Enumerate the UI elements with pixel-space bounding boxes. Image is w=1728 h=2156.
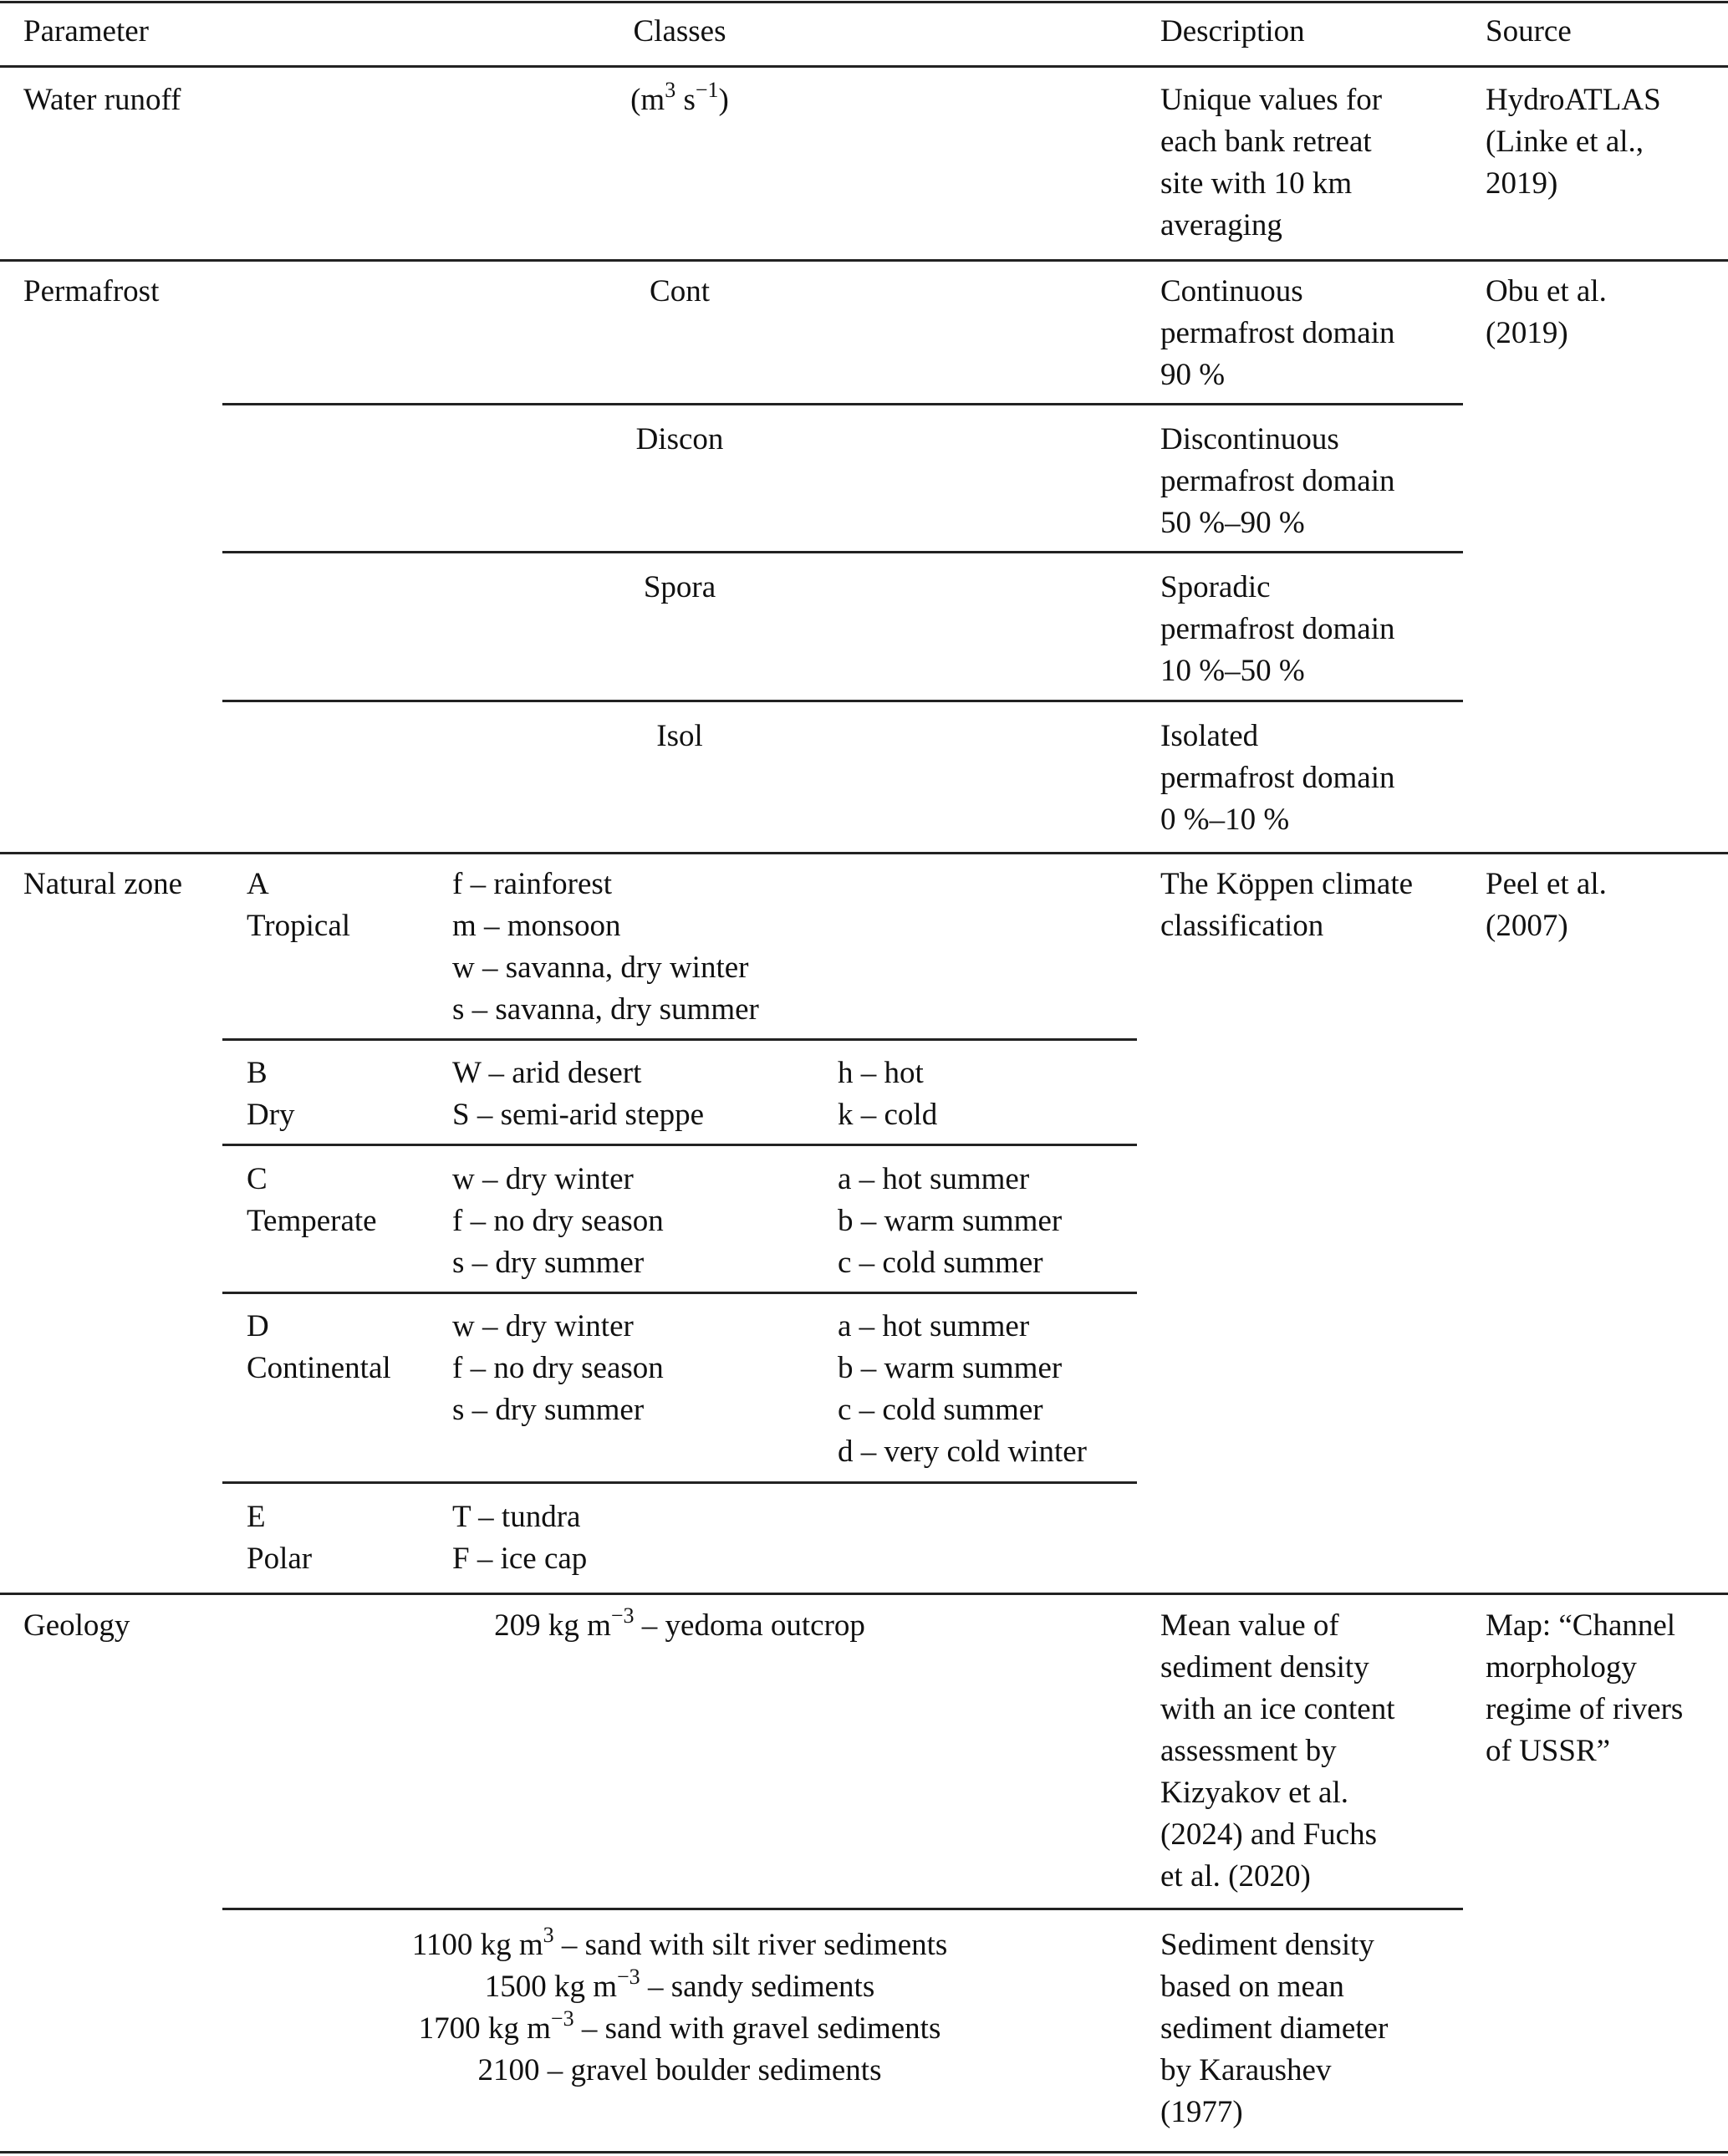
subrule-permafrost-3 [222, 700, 1463, 702]
permafrost-desc-discon: Discontinuous permafrost domain 50 %–90 % [1160, 422, 1395, 540]
permafrost-desc-spora: Sporadic permafrost domain 10 %–50 % [1160, 570, 1395, 688]
geology-yedoma-class: 209 kg $m^{-3}$ – yedoma outcrop [494, 1603, 865, 1643]
permafrost-class-spora: Spora [643, 570, 716, 604]
param-natural-zone: Natural zone [23, 867, 183, 901]
geology-source: Map: “Channel morphology regime of rivers of USSR” [1486, 1608, 1684, 1768]
zone-c-temp: a – hot summer b – warm summer c – cold summer [838, 1162, 1063, 1280]
header-source: Source [1486, 14, 1572, 48]
permafrost-class-isol: Isol [656, 719, 703, 753]
geology-sediment-description: Sediment density based on mean sediment diameter by Karaushev (1977) [1160, 1928, 1389, 2129]
header-description: Description [1160, 14, 1305, 48]
permafrost-desc-isol: Isolated permafrost domain 0 %–10 % [1160, 719, 1395, 837]
param-permafrost: Permafrost [23, 274, 160, 308]
top-rule [0, 1, 1728, 3]
sediment-class-item: 1700 kg $m^{-3}$ – sand with gravel sediments [418, 2006, 941, 2046]
runoff-unit: ($m^3$ $s^{-1}$) [630, 77, 729, 117]
zone-b-temp: h – hot k – cold [838, 1056, 938, 1132]
runoff-source: HydroATLAS (Linke et al., 2019) [1486, 83, 1661, 201]
param-water-runoff: Water runoff [23, 83, 181, 117]
zone-source: Peel et al. (2007) [1486, 867, 1607, 943]
subrule-zone-4 [222, 1481, 1137, 1484]
bottom-rule [0, 2151, 1728, 2153]
zone-group-d: D Continental [247, 1309, 391, 1385]
zone-a-precip: f – rainforest m – monsoon w – savanna, dry winter s – savanna, dry summer [452, 867, 759, 1027]
sediment-class-item: 1500 kg $m^{-3}$ – sandy sediments [484, 1964, 875, 2004]
permafrost-class-cont: Cont [650, 274, 710, 308]
zone-group-c: C Temperate [247, 1162, 377, 1238]
sediment-class-item: 2100 – gravel boulder sediments [477, 2053, 882, 2087]
zone-group-b: B Dry [247, 1056, 295, 1132]
permafrost-source: Obu et al. (2019) [1486, 274, 1607, 350]
geology-sediment-classes [222, 1924, 1137, 2092]
geology-yedoma-description: Mean value of sediment density with an ice content assessment by Kizyakov et al. (2024) and Fuchs et al. (2020) [1160, 1608, 1395, 1894]
param-geology: Geology [23, 1608, 130, 1643]
runoff-description: Unique values for each bank retreat site with 10 km averaging [1160, 83, 1383, 242]
subrule-geology [222, 1908, 1463, 1910]
zone-group-a: A Tropical [247, 867, 351, 943]
subrule-zone-2 [222, 1144, 1137, 1146]
permafrost-desc-cont: Continuous permafrost domain 90 % [1160, 274, 1395, 392]
permafrost-class-discon: Discon [635, 422, 724, 456]
zone-b-precip: W – arid desert S – semi-arid steppe [452, 1056, 705, 1132]
section-rule-permafrost [0, 852, 1728, 854]
zone-description: The Köppen climate classification [1160, 867, 1414, 943]
zone-d-precip: w – dry winter f – no dry season s – dry summer [452, 1309, 664, 1427]
header-classes: Classes [633, 14, 726, 48]
zone-group-e: E Polar [247, 1500, 313, 1576]
subrule-zone-1 [222, 1038, 1137, 1041]
subrule-zone-3 [222, 1292, 1137, 1294]
header-rule [0, 65, 1728, 68]
section-rule-zone [0, 1593, 1728, 1595]
section-rule-runoff [0, 259, 1728, 262]
zone-d-temp: a – hot summer b – warm summer c – cold summer d – very cold winter [838, 1309, 1087, 1469]
zone-c-precip: w – dry winter f – no dry season s – dry summer [452, 1162, 664, 1280]
sediment-class-item: 1100 kg $m^3$ – sand with silt river sediments [411, 1922, 948, 1962]
subrule-permafrost-1 [222, 403, 1463, 405]
zone-e-precip: T – tundra F – ice cap [452, 1500, 588, 1576]
header-parameter: Parameter [23, 14, 149, 48]
subrule-permafrost-2 [222, 551, 1463, 553]
